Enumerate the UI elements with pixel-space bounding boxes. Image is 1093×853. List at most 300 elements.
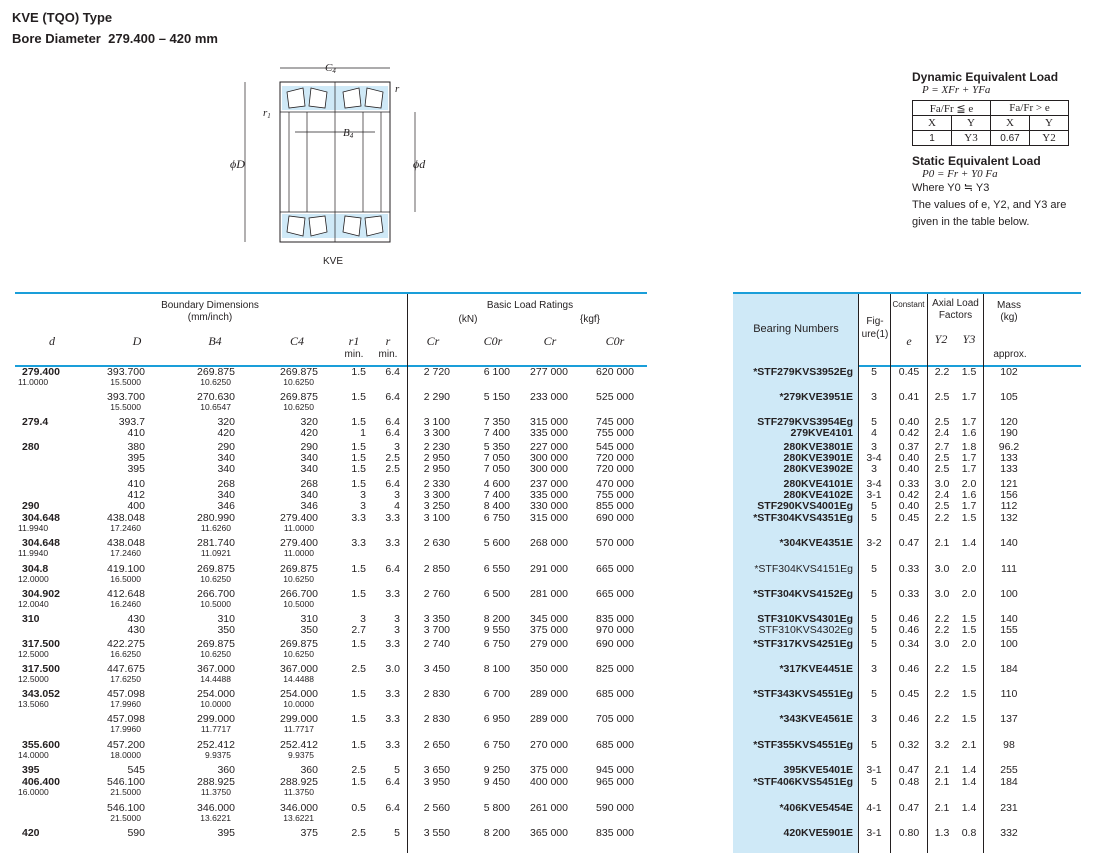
cell-r1: 1.5 — [351, 441, 366, 453]
cell-m: 137 — [1000, 713, 1018, 725]
cell-B: 280.990 — [197, 512, 235, 524]
cell-d: 420 — [22, 827, 40, 839]
cell-d: 317.500 — [22, 663, 60, 675]
cell-cr: 2 650 — [423, 739, 450, 751]
cell-crk: 300 000 — [530, 463, 568, 475]
cell-fig: 5 — [871, 776, 877, 788]
cell-di-inch: 12.0000 — [18, 574, 49, 584]
cell-e: 0.46 — [898, 713, 920, 725]
dim-bore-diameter: ϕd — [413, 157, 426, 171]
cell-D: 412.648 — [107, 588, 145, 600]
cell-r1: 1.5 — [351, 739, 366, 751]
cell-B: 340 — [217, 463, 235, 475]
cell-r1: 1.5 — [351, 638, 366, 650]
cell-y3: 1.5 — [961, 713, 977, 725]
cell-y2: 3.0 — [934, 563, 950, 575]
cell-C: 266.700 — [280, 588, 318, 600]
bore-range: Bore Diameter 279.400 – 420 mm — [12, 31, 218, 46]
cell-c0r: 7 050 — [483, 463, 510, 475]
cell-C: 420 — [300, 427, 318, 439]
y-head: Y — [952, 116, 991, 131]
cell-crk: 289 000 — [530, 713, 568, 725]
cell-bn: *STF343KVS4551Eg — [753, 688, 853, 700]
cell-Ci-inch: 11.7717 — [283, 724, 314, 734]
cell-y3: 1.6 — [961, 489, 977, 501]
col-cr: Cr — [426, 334, 440, 348]
cell-y2: 2.2 — [934, 512, 950, 524]
cell-e: 0.33 — [898, 588, 920, 600]
cell-Bi-inch: 10.6547 — [200, 402, 231, 412]
cell-di-inch: 11.9940 — [18, 548, 49, 558]
cell-d: 406.400 — [22, 776, 60, 788]
cell-m: 100 — [1000, 588, 1018, 600]
boundary-dimensions-head: Boundary Dimensions — [161, 300, 259, 311]
cell-r: 6.4 — [385, 776, 400, 788]
cell-fig: 5 — [871, 638, 877, 650]
cell-bn: 420KVE5901E — [783, 827, 853, 839]
cell-fig: 4-1 — [866, 802, 882, 814]
cell-crk: 345 000 — [530, 613, 568, 625]
cell-r1: 1.5 — [351, 563, 366, 575]
cell-c0rk: 755 000 — [596, 489, 634, 501]
cell-Ci-inch: 9.9375 — [288, 750, 314, 760]
kgf-unit: {kgf} — [579, 314, 601, 325]
cell-D: 393.7 — [118, 416, 145, 428]
cell-r1: 3.3 — [351, 512, 366, 524]
cell-fig: 5 — [871, 588, 877, 600]
cell-m: 120 — [1000, 416, 1018, 428]
col-mass-unit: (kg) — [1000, 312, 1018, 323]
cell-r: 2.5 — [385, 463, 400, 475]
cell-Di-inch: 16.5000 — [110, 574, 141, 584]
cell-y2: 2.2 — [934, 613, 950, 625]
cell-d: 279.400 — [22, 366, 60, 378]
cell-crk: 375 000 — [530, 624, 568, 636]
cell-r1: 1.5 — [351, 776, 366, 788]
min-1: min. — [344, 349, 364, 360]
cell-di-inch: 11.0000 — [18, 377, 49, 387]
cell-c0rk: 590 000 — [596, 802, 634, 814]
cell-c0r: 7 400 — [483, 489, 510, 501]
cell-r1: 3 — [360, 613, 366, 625]
cell-Di-inch: 21.5000 — [110, 813, 141, 823]
cell-fig: 3 — [871, 391, 877, 403]
cell-y2: 3.0 — [934, 638, 950, 650]
cell-y2: 2.2 — [934, 366, 950, 378]
cell-cr: 2 830 — [423, 713, 450, 725]
cond-gt: Fa/Fr > e — [991, 101, 1069, 116]
cell-D: 457.098 — [107, 713, 145, 725]
cell-r1: 1.5 — [351, 452, 366, 464]
cell-y2: 2.5 — [934, 452, 950, 464]
cell-e: 0.40 — [898, 452, 920, 464]
cell-c0r: 7 350 — [483, 416, 510, 428]
cell-y2: 2.4 — [934, 427, 950, 439]
static-load-title: Static Equivalent Load — [912, 154, 1041, 168]
cell-cr: 2 850 — [423, 563, 450, 575]
values-note-2: given in the table below. — [912, 216, 1030, 228]
dim-r-label: r — [395, 83, 400, 95]
cell-cr: 2 230 — [423, 441, 450, 453]
cell-y3: 1.7 — [961, 416, 977, 428]
cell-di-inch: 12.5000 — [18, 649, 49, 659]
cell-c0r: 8 200 — [483, 827, 510, 839]
cell-C: 290 — [300, 441, 318, 453]
cell-e: 0.42 — [898, 427, 920, 439]
cell-e: 0.42 — [898, 489, 920, 501]
cell-y3: 1.7 — [961, 463, 977, 475]
cell-r1: 1.5 — [351, 463, 366, 475]
cell-c0rk: 835 000 — [596, 613, 634, 625]
cell-bn: *STF317KVS4251Eg — [753, 638, 853, 650]
cell-e: 0.40 — [898, 500, 920, 512]
cell-c0rk: 720 000 — [596, 452, 634, 464]
cell-r: 3.3 — [385, 713, 400, 725]
cell-bn: *304KVE4351E — [779, 537, 853, 549]
cell-c0r: 6 750 — [483, 638, 510, 650]
cell-r1: 2.7 — [351, 624, 366, 636]
cell-cr: 3 300 — [423, 427, 450, 439]
col-e: e — [906, 334, 912, 348]
cell-m: 121 — [1000, 478, 1018, 490]
cell-D: 457.200 — [107, 739, 145, 751]
cell-cr: 2 830 — [423, 688, 450, 700]
cell-r: 6.4 — [385, 478, 400, 490]
cell-c0rk: 855 000 — [596, 500, 634, 512]
cell-Ci-inch: 13.6221 — [283, 813, 314, 823]
cell-c0rk: 965 000 — [596, 776, 634, 788]
col-y3: Y3 — [962, 332, 976, 346]
cell-fig: 5 — [871, 613, 877, 625]
dim-outer-diameter: ϕD — [230, 157, 245, 171]
cell-c0rk: 720 000 — [596, 463, 634, 475]
cell-d: 310 — [22, 613, 40, 625]
cell-e: 0.47 — [898, 802, 920, 814]
cell-B: 340 — [217, 452, 235, 464]
cell-fig: 5 — [871, 366, 877, 378]
cell-bn: *STF304KVS4351Eg — [753, 512, 853, 524]
cell-y2: 2.1 — [934, 776, 950, 788]
bearing-diagram — [225, 52, 455, 267]
cell-y3: 2.0 — [961, 638, 977, 650]
col-approx: approx. — [993, 349, 1027, 360]
equivalent-load-panel — [912, 70, 1082, 231]
cell-e: 0.46 — [898, 624, 920, 636]
cell-m: 112 — [1000, 500, 1018, 512]
cell-bn: 280KVE4102E — [783, 489, 853, 501]
cell-cr: 3 350 — [423, 613, 450, 625]
cell-d: 355.600 — [22, 739, 60, 751]
y-head-2: Y — [1030, 116, 1069, 131]
cell-bn: STF279KVS3954Eg — [757, 416, 853, 428]
cell-bn: STF310KVS4301Eg — [757, 613, 853, 625]
cell-D: 438.048 — [107, 512, 145, 524]
cell-B: 266.700 — [197, 588, 235, 600]
cell-e: 0.48 — [898, 776, 920, 788]
cell-Bi-inch: 10.6250 — [200, 574, 231, 584]
cell-c0rk: 685 000 — [596, 688, 634, 700]
cell-Bi-inch: 11.7717 — [200, 724, 231, 734]
cell-crk: 335 000 — [530, 427, 568, 439]
cell-d: 317.500 — [22, 638, 60, 650]
col-axial-1: Axial Load — [932, 298, 979, 309]
cell-r1: 1.5 — [351, 391, 366, 403]
cell-bn: *STF355KVS4551Eg — [753, 739, 853, 751]
cell-B: 367.000 — [197, 663, 235, 675]
cell-c0rk: 665 000 — [596, 588, 634, 600]
cell-D: 430 — [127, 624, 145, 636]
cell-Ci-inch: 14.4488 — [283, 674, 314, 684]
cell-crk: 300 000 — [530, 452, 568, 464]
cell-y3: 1.8 — [961, 441, 977, 453]
cell-crk: 281 000 — [530, 588, 568, 600]
cell-y2: 2.5 — [934, 416, 950, 428]
cell-m: 105 — [1000, 391, 1018, 403]
cell-di-inch: 12.0040 — [18, 599, 49, 609]
cell-r: 6.4 — [385, 563, 400, 575]
cell-m: 132 — [1000, 512, 1018, 524]
cell-c0r: 7 050 — [483, 452, 510, 464]
col-D: D — [132, 334, 142, 348]
cell-Ci-inch: 10.6250 — [283, 402, 314, 412]
cell-Di-inch: 17.2460 — [110, 548, 141, 558]
col-y2: Y2 — [934, 332, 948, 346]
cell-bn: 280KVE4101E — [783, 478, 853, 490]
cell-C: 350 — [300, 624, 318, 636]
cell-B: 269.875 — [197, 366, 235, 378]
y-val-2: Y2 — [1030, 131, 1069, 146]
cell-B: 290 — [217, 441, 235, 453]
cell-y3: 1.7 — [961, 452, 977, 464]
cell-y2: 2.4 — [934, 489, 950, 501]
cell-fig: 5 — [871, 739, 877, 751]
cell-r: 5 — [394, 764, 400, 776]
cell-D: 419.100 — [107, 563, 145, 575]
cell-c0r: 8 200 — [483, 613, 510, 625]
cell-cr: 3 100 — [423, 512, 450, 524]
cell-fig: 3 — [871, 441, 877, 453]
cell-C: 346.000 — [280, 802, 318, 814]
cell-m: 133 — [1000, 452, 1018, 464]
cell-m: 155 — [1000, 624, 1018, 636]
cell-y2: 2.5 — [934, 500, 950, 512]
cell-c0rk: 545 000 — [596, 441, 634, 453]
cell-crk: 227 000 — [530, 441, 568, 453]
cell-c0r: 6 500 — [483, 588, 510, 600]
diagram-caption: KVE — [323, 256, 344, 267]
cell-y3: 1.4 — [961, 802, 977, 814]
dynamic-load-title: Dynamic Equivalent Load — [912, 70, 1059, 84]
cell-C: 299.000 — [280, 713, 318, 725]
cell-Ci-inch: 11.0000 — [283, 548, 314, 558]
cell-crk: 268 000 — [530, 537, 568, 549]
cell-D: 438.048 — [107, 537, 145, 549]
cell-Bi-inch: 10.6250 — [200, 649, 231, 659]
cell-Bi-inch: 9.9375 — [205, 750, 231, 760]
cell-C: 360 — [300, 764, 318, 776]
cell-m: 231 — [1000, 802, 1018, 814]
cell-C: 340 — [300, 489, 318, 501]
col-cr-kgf: Cr — [543, 334, 557, 348]
cell-D: 412 — [127, 489, 145, 501]
cell-B: 269.875 — [197, 563, 235, 575]
cell-cr: 2 560 — [423, 802, 450, 814]
cell-Bi-inch: 11.6260 — [200, 523, 231, 533]
cell-crk: 261 000 — [530, 802, 568, 814]
cell-y2: 2.7 — [934, 441, 950, 453]
cell-c0r: 6 550 — [483, 563, 510, 575]
cell-d: 280 — [22, 441, 40, 453]
cell-crk: 277 000 — [530, 366, 568, 378]
cell-C: 340 — [300, 452, 318, 464]
cell-m: 156 — [1000, 489, 1018, 501]
cell-m: 190 — [1000, 427, 1018, 439]
cell-bn: 395KVE5401E — [783, 764, 853, 776]
col-r1: r1 — [348, 334, 360, 348]
cell-C: 268 — [300, 478, 318, 490]
cell-e: 0.47 — [898, 537, 920, 549]
x-val-2: 0.67 — [991, 131, 1030, 146]
cell-r: 3 — [394, 441, 400, 453]
cell-cr: 2 720 — [423, 366, 450, 378]
cell-e: 0.40 — [898, 416, 920, 428]
cell-crk: 270 000 — [530, 739, 568, 751]
cell-B: 360 — [217, 764, 235, 776]
cell-di-inch: 16.0000 — [18, 787, 49, 797]
cell-m: 184 — [1000, 663, 1018, 675]
cell-c0rk: 690 000 — [596, 512, 634, 524]
cell-bn: *343KVE4561E — [779, 713, 853, 725]
col-bearing-numbers: Bearing Numbers — [753, 323, 839, 335]
cell-cr: 2 950 — [423, 463, 450, 475]
cell-e: 0.45 — [898, 512, 920, 524]
cell-bn: STF290KVS4001Eg — [757, 500, 853, 512]
cell-d: 343.052 — [22, 688, 60, 700]
cell-fig: 3-4 — [866, 452, 882, 464]
cell-B: 395 — [217, 827, 235, 839]
cell-y3: 2.1 — [961, 739, 977, 751]
cell-B: 288.925 — [197, 776, 235, 788]
dim-b4-label: B4 — [343, 127, 354, 140]
cell-D: 457.098 — [107, 688, 145, 700]
cell-fig: 3-1 — [866, 827, 882, 839]
cell-y3: 1.5 — [961, 688, 977, 700]
cell-r1: 2.5 — [351, 663, 366, 675]
cell-B: 252.412 — [197, 739, 235, 751]
cell-crk: 279 000 — [530, 638, 568, 650]
cell-crk: 330 000 — [530, 500, 568, 512]
cell-m: 255 — [1000, 764, 1018, 776]
cell-e: 0.34 — [898, 638, 920, 650]
cell-Bi-inch: 13.6221 — [200, 813, 231, 823]
cell-r: 3.3 — [385, 537, 400, 549]
cell-cr: 3 100 — [423, 416, 450, 428]
cell-y2: 3.0 — [934, 478, 950, 490]
cell-fig: 5 — [871, 512, 877, 524]
static-load-formula: P0 = Fr + Y0 Fa — [922, 168, 998, 180]
cell-c0rk: 970 000 — [596, 624, 634, 636]
cell-crk: 350 000 — [530, 663, 568, 675]
cell-e: 0.32 — [898, 739, 920, 751]
cell-e: 0.33 — [898, 478, 920, 490]
cell-y2: 2.1 — [934, 764, 950, 776]
cell-r1: 1.5 — [351, 688, 366, 700]
cell-r1: 2.5 — [351, 827, 366, 839]
cell-r1: 3.3 — [351, 537, 366, 549]
cell-c0rk: 705 000 — [596, 713, 634, 725]
cell-r: 6.4 — [385, 416, 400, 428]
cell-Di-inch: 17.9960 — [110, 724, 141, 734]
col-fig-1: Fig- — [866, 316, 884, 327]
cell-C: 269.875 — [280, 638, 318, 650]
cell-c0r: 6 700 — [483, 688, 510, 700]
cell-m: 100 — [1000, 638, 1018, 650]
cell-c0r: 8 100 — [483, 663, 510, 675]
cell-c0r: 6 950 — [483, 713, 510, 725]
cell-c0r: 6 100 — [483, 366, 510, 378]
cell-di-inch: 12.5000 — [18, 674, 49, 684]
cell-y3: 1.5 — [961, 624, 977, 636]
cell-Di-inch: 18.0000 — [110, 750, 141, 760]
cell-e: 0.37 — [898, 441, 920, 453]
col-d: d — [49, 334, 55, 348]
cell-Bi-inch: 11.3750 — [200, 787, 231, 797]
cell-D: 546.100 — [107, 776, 145, 788]
cell-C: 320 — [300, 416, 318, 428]
cell-c0r: 5 800 — [483, 802, 510, 814]
cell-c0r: 5 600 — [483, 537, 510, 549]
cell-Bi-inch: 11.0921 — [200, 548, 231, 558]
load-factor-table — [912, 100, 1069, 146]
cell-D: 545 — [127, 764, 145, 776]
cell-bn: *406KVE5454E — [779, 802, 853, 814]
cell-fig: 5 — [871, 624, 877, 636]
cell-C: 254.000 — [280, 688, 318, 700]
cell-B: 310 — [217, 613, 235, 625]
cell-cr: 3 650 — [423, 764, 450, 776]
cell-m: 110 — [1000, 688, 1018, 700]
cell-c0r: 4 600 — [483, 478, 510, 490]
cell-fig: 5 — [871, 500, 877, 512]
cell-y2: 2.1 — [934, 802, 950, 814]
cell-Di-inch: 15.5000 — [110, 402, 141, 412]
cell-m: 140 — [1000, 537, 1018, 549]
cell-r: 3.3 — [385, 638, 400, 650]
cell-d: 304.8 — [22, 563, 49, 575]
cell-c0r: 9 550 — [483, 624, 510, 636]
cell-c0r: 9 450 — [483, 776, 510, 788]
cell-d: 304.648 — [22, 537, 60, 549]
values-note-1: The values of e, Y2, and Y3 are — [912, 199, 1067, 211]
cell-bn: 280KVE3901E — [783, 452, 853, 464]
dim-c4-label: C4 — [325, 62, 336, 75]
cell-y2: 2.2 — [934, 713, 950, 725]
cell-r1: 2.5 — [351, 764, 366, 776]
cell-crk: 291 000 — [530, 563, 568, 575]
cell-m: 133 — [1000, 463, 1018, 475]
cell-Ci-inch: 10.5000 — [283, 599, 314, 609]
cell-C: 252.412 — [280, 739, 318, 751]
cell-y3: 1.5 — [961, 613, 977, 625]
cell-c0r: 9 250 — [483, 764, 510, 776]
cell-crk: 315 000 — [530, 512, 568, 524]
cell-B: 299.000 — [197, 713, 235, 725]
cell-e: 0.45 — [898, 366, 920, 378]
cell-Ci-inch: 10.6250 — [283, 377, 314, 387]
cell-crk: 375 000 — [530, 764, 568, 776]
col-constant: Constant — [892, 300, 925, 309]
cell-cr: 2 330 — [423, 478, 450, 490]
